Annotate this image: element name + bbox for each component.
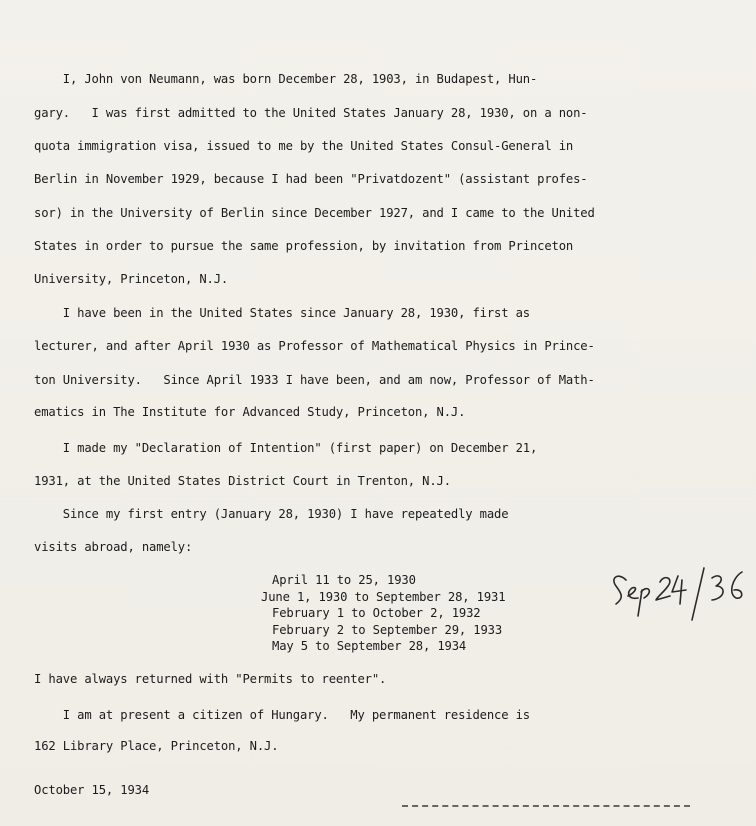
document-date: October 15, 1934 (34, 783, 149, 797)
paragraph-2-line-1: I have been in the United States since January 28, 1930, first as (34, 306, 530, 320)
visit-item: February 1 to October 2, 1932 (272, 606, 481, 620)
paragraph-2-line-3: ton University. Since April 1933 I have been, and am now, Professor of Math- (34, 373, 595, 387)
paragraph-4-line-2: visits abroad, namely: (34, 540, 193, 554)
paragraph-1-line-7: University, Princeton, N.J. (34, 272, 229, 286)
paragraph-4-line-1: Since my first entry (January 28, 1930) I have repeatedly made (34, 507, 509, 521)
closing-line-1: I am at present a citizen of Hungary. My permanent residence is (34, 708, 530, 722)
signature-line (402, 805, 690, 807)
paragraph-1-line-1: I, John von Neumann, was born December 28, 1903, in Budapest, Hun- (34, 72, 538, 86)
handwritten-date-note (608, 558, 756, 628)
visit-item: May 5 to September 28, 1934 (272, 639, 467, 653)
paragraph-3-line-2: 1931, at the United States District Court in Trenton, N.J. (34, 474, 451, 488)
closing-line-2: 162 Library Place, Princeton, N.J. (34, 739, 279, 753)
paragraph-1-line-3: quota immigration visa, issued to me by the United States Consul-General in (34, 139, 574, 153)
visit-item: February 2 to September 29, 1933 (272, 623, 502, 637)
paragraph-3-line-1: I made my "Declaration of Intention" (first paper) on December 21, (34, 441, 538, 455)
paragraph-2-line-2: lecturer, and after April 1930 as Professor of Mathematical Physics in Prince- (34, 339, 595, 353)
paragraph-1-line-4: Berlin in November 1929, because I had been "Privatdozent" (assistant profes- (34, 172, 588, 186)
paragraph-1-line-6: States in order to pursue the same profession, by invitation from Princeton (34, 239, 574, 253)
paragraph-2-line-4: ematics in The Institute for Advanced Study, Princeton, N.J. (34, 405, 466, 419)
paragraph-1-line-2: gary. I was first admitted to the United States January 28, 1930, on a non- (34, 106, 588, 120)
reentry-statement: I have always returned with "Permits to reenter". (34, 672, 387, 686)
visit-item: April 11 to 25, 1930 (272, 573, 416, 587)
visit-item: June 1, 1930 to September 28, 1931 (261, 590, 506, 604)
paragraph-1-line-5: sor) in the University of Berlin since December 1927, and I came to the United (34, 206, 595, 220)
